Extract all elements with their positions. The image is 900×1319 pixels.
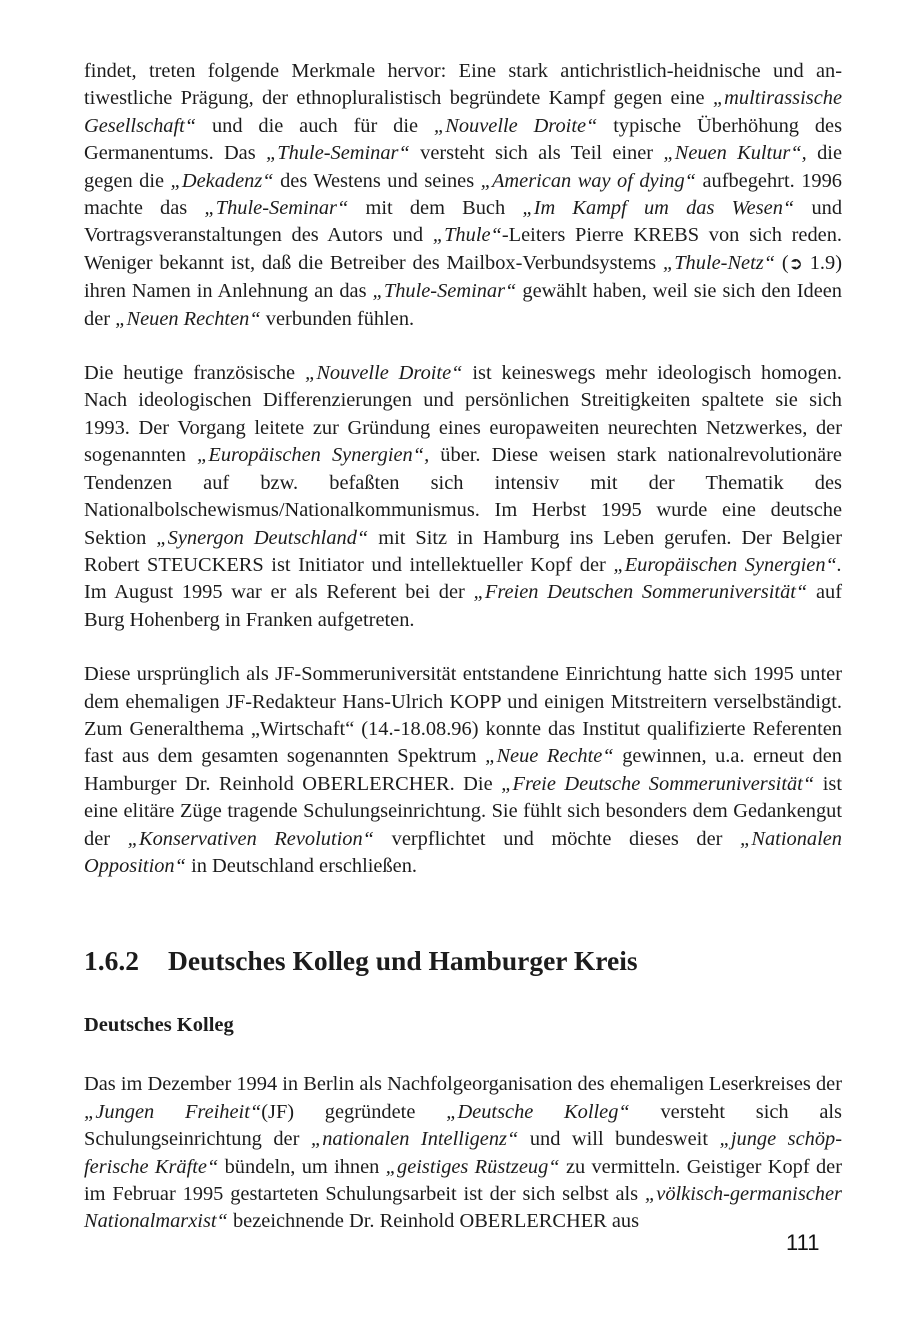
text-run: ist keineswegs mehr ideologisch homogen. Nach ideologischen Differenzierungen und persönlichen Streitigkeiten spaltete sie sich 1993. Der Vorgang leitete zur Gründung eines europaweiten neurechten Netzwerkes, der sogenannten	[84, 362, 843, 467]
paragraph	[84, 58, 842, 333]
italic-term: „geistiges Rüstzeug“	[385, 1155, 560, 1178]
text-run: (	[775, 251, 789, 274]
italic-term: „Thule-Seminar“	[372, 280, 517, 303]
italic-term: „Freie Deutsche Sommeruniversität“	[501, 772, 815, 795]
italic-term: „junge schöpferische Kräfte“	[84, 1128, 843, 1178]
text-run: -Leiters Pierre KREBS von sich reden. Weniger bekannt ist, daß die Betreiber des Mailbox-Verbundsystems	[84, 224, 842, 274]
italic-term: „Nouvelle Droite“	[433, 114, 598, 137]
paragraph	[84, 661, 842, 880]
text-run: und will bundesweit	[518, 1128, 720, 1151]
paragraph	[84, 1071, 842, 1235]
italic-term: „Thule-Seminar“	[265, 142, 410, 165]
text-run: über. Diese weisen stark nationalrevolutionäre Tendenzen auf bzw. befaßten sich intensiv mit der Thematik des Nationalbolschewismus/Nationalkommunismus. Im Herbst 1995 wurde eine deutsche Sektion	[84, 444, 842, 549]
text-run: aufbegehrt. 1996 machte das	[84, 169, 842, 220]
italic-term: „Thule“	[432, 224, 502, 247]
text-run: verbunden fühlen.	[260, 307, 415, 330]
italic-term: „multirassische Gesellschaft“	[84, 87, 842, 137]
text-run: gewählt haben, weil sie sich den Ideen der	[84, 280, 843, 330]
section-title: Deutsches Kolleg und Hamburger Kreis	[168, 945, 638, 977]
section-number: 1.6.2	[84, 945, 139, 977]
text-run: findet, treten folgende Merkmale hervor: Eine stark antichristlich-heidnische und antiwestliche Prägung, der ethnopluralistisch begründete Kampf gegen eine	[84, 60, 842, 110]
text-run: typische Überhöhung des Germanentums. Das	[84, 114, 842, 165]
italic-term: „Europäischen Synergien“.	[613, 553, 842, 576]
italic-term: „Thule-Seminar“	[204, 197, 349, 220]
cross-reference-arrow-icon: ➲	[788, 253, 803, 274]
italic-term: „Freien Deutschen Sommeruniversität“	[473, 581, 808, 604]
text-run: und die auch für die	[196, 114, 434, 137]
text-run: mit dem Buch	[348, 197, 523, 220]
italic-term: „Konservativen Revolution“	[127, 827, 375, 850]
text-run: auf Burg Hohenberg in Franken aufgetreten.	[84, 581, 842, 631]
document-page	[84, 58, 842, 1236]
text-run: ist eine elitäre Züge tragende Schulungseinrichtung. Sie fühlt sich besonders dem Gedankengut der	[84, 772, 842, 850]
text-run: und Vortragsveranstaltungen des Autors und	[84, 197, 843, 247]
italic-term: „American way of dying“	[480, 169, 696, 192]
page-number: 111	[786, 1230, 820, 1255]
italic-term: „Nouvelle Droite“	[304, 362, 463, 385]
section-heading	[84, 944, 842, 978]
italic-term: „Neuen Kultur“,	[663, 142, 807, 165]
text-run: die gegen die	[84, 142, 842, 192]
italic-term: „Neue Rechte“	[485, 745, 614, 768]
italic-term: „Synergon Deutschland“	[156, 526, 369, 549]
text-run: bezeichnende Dr. Reinhold OBERLERCHER aus	[227, 1210, 640, 1233]
italic-term: „Nationalen Opposition“	[84, 827, 842, 877]
text-run: versteht sich als Schulungseinrichtung der	[84, 1100, 842, 1151]
italic-term: „Europäischen Synergien“,	[197, 444, 430, 467]
italic-term: „Jungen Freiheit“	[84, 1100, 262, 1123]
text-run: (JF) gegründete	[261, 1100, 447, 1123]
text-run: mit Sitz in Hamburg ins Leben gerufen. Der Belgier Robert STEUCKERS ist Initiator und intellektueller Kopf der	[84, 526, 842, 576]
paragraph	[84, 360, 842, 634]
text-run: verpflichtet und möchte dieses der	[374, 827, 741, 850]
text-run: des Westens und seines	[273, 169, 481, 192]
text-run: Im August 1995 war er als Referent bei der	[84, 581, 474, 604]
text-run: 1.9) ihren Namen in Anlehnung an das	[84, 251, 842, 303]
italic-term: „Deutsche Kolleg“	[446, 1100, 630, 1123]
italic-term: „Im Kampf um das Wesen“	[522, 197, 795, 220]
text-run: Die heutige französische	[84, 362, 305, 385]
italic-term: „völkisch-germanischer Nationalmarxist“	[84, 1183, 842, 1233]
italic-term: „Dekadenz“	[170, 169, 274, 192]
italic-term: „nationalen Intelligenz“	[310, 1128, 519, 1151]
text-run: versteht sich als Teil einer	[409, 142, 664, 165]
text-run: bündeln, um ihnen	[218, 1155, 386, 1178]
italic-term: „Neuen Rechten“	[115, 307, 261, 330]
italic-term: „Thule-Netz“	[662, 251, 776, 274]
text-run: Diese ursprünglich als JF-Sommeruniversität entstandene Einrichtung hatte sich 1995 unter dem ehemaligen JF-Redakteur Hans-Ulrich KOPP und einigen Mitstreitern verselbständigt. Zum Generalthema „Wirtschaft“ (14.-18.08.96) konnte das Institut qualifizierte Referenten fast aus dem gesamten sogenannten Spektrum	[84, 663, 842, 768]
text-run: in Deutschland erschließen.	[185, 854, 418, 877]
text-run: gewinnen, u.a. erneut den Hamburger Dr. Reinhold OBERLERCHER. Die	[84, 745, 842, 795]
text-run: Das im Dezember 1994 in Berlin als Nachfolgeorganisation des ehemaligen Leserkreises der	[84, 1073, 842, 1096]
text-run: zu vermitteln. Geistiger Kopf der im Februar 1995 gestarteten Schulungsarbeit ist der sich selbst als	[84, 1155, 842, 1205]
subsection-heading: Deutsches Kolleg	[84, 1014, 234, 1037]
